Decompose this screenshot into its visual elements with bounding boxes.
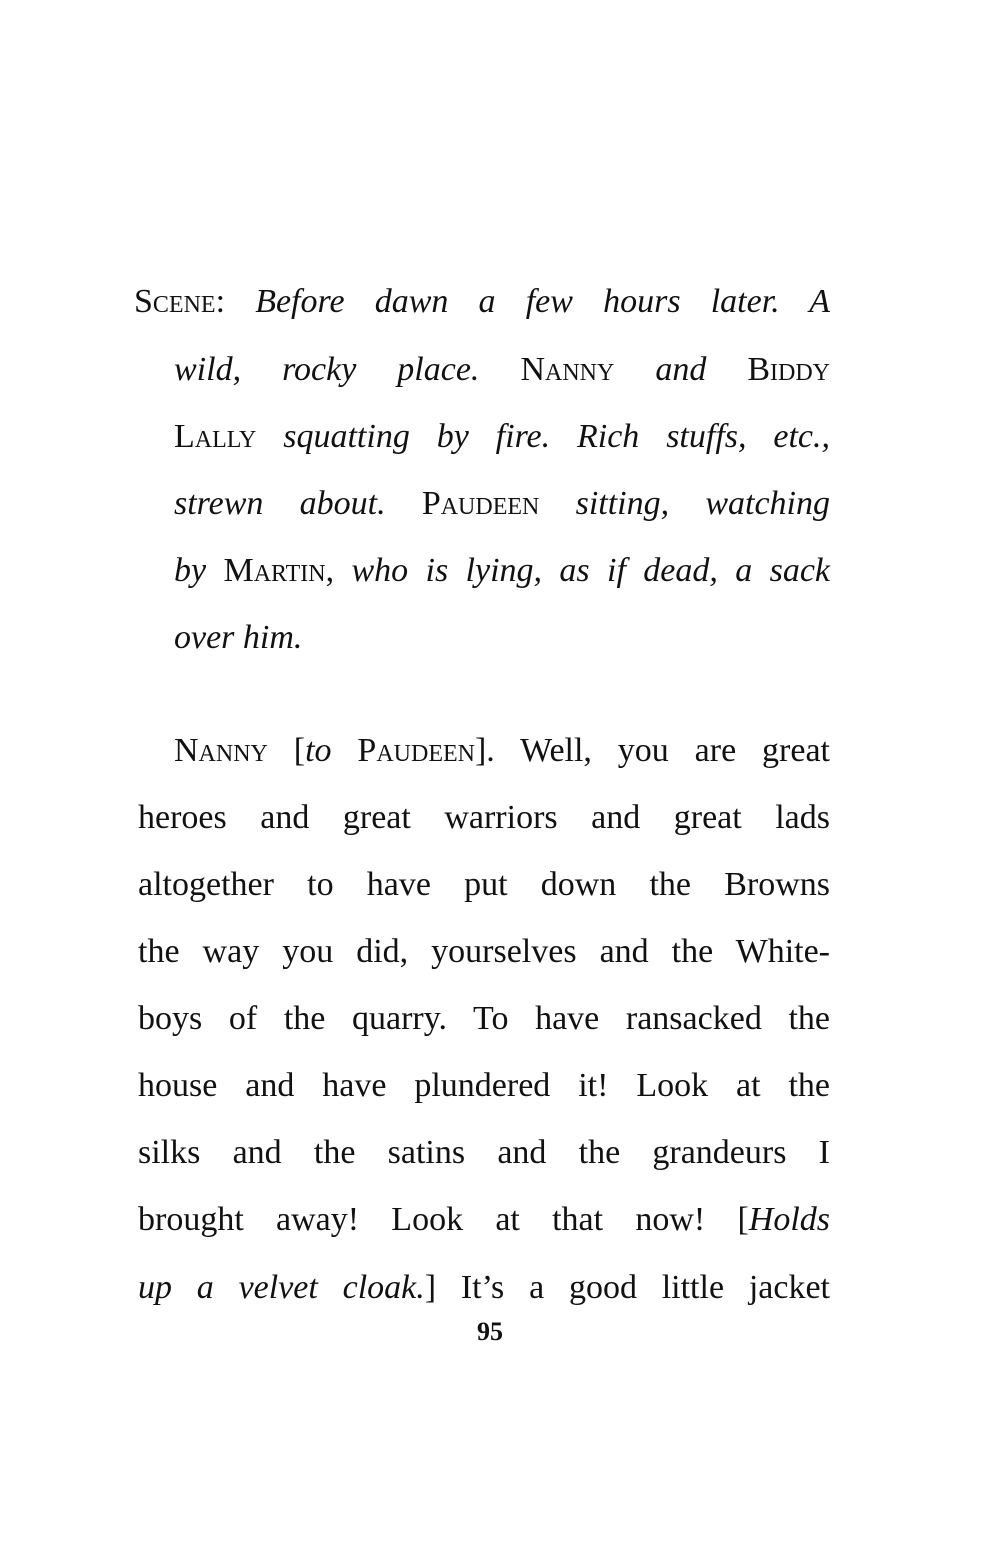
character-name-nanny: Nanny (520, 351, 615, 388)
stage-direction-text: wild, rocky place. (174, 351, 480, 388)
dialogue-line-1 (174, 731, 830, 771)
stage-direction-text: over him. (174, 619, 303, 656)
dialogue-line-8 (138, 1200, 830, 1240)
dialogue-text: Well, you are great (520, 732, 831, 769)
dialogue-line-2: heroes and great warriors and great lads (138, 799, 830, 836)
dialogue-line-3: altogether to have put down the Browns (138, 866, 830, 903)
dialogue-text: ] It’s a good little jacket (424, 1269, 830, 1306)
dialogue-line-7: silks and the satins and the grandeurs I (138, 1134, 830, 1171)
bracket-close: ]. (474, 732, 495, 769)
stage-direction-line-1 (134, 282, 830, 322)
stage-direction-text: by (174, 552, 207, 589)
page-number: 95 (477, 1317, 503, 1346)
character-name-martin: Martin, (223, 552, 335, 589)
stage-direction-text: Before dawn a few hours later. A (255, 283, 831, 320)
character-name-biddy: Biddy (747, 351, 830, 388)
bracket-open: [ (737, 1201, 749, 1238)
stage-direction-text: sitting, watching (575, 485, 830, 522)
stage-direction-line-6 (174, 618, 302, 658)
stage-direction-text: squatting by fire. Rich stuffs, etc., (283, 418, 831, 455)
direction-to: to (305, 732, 332, 769)
stage-direction-inline: Holds (748, 1201, 831, 1238)
stage-direction-line-3 (174, 417, 830, 457)
speaker-name: Nanny (174, 732, 268, 769)
dialogue-line-9 (138, 1268, 830, 1308)
stage-direction-line-5 (174, 551, 830, 591)
character-name-paudeen: Paudeen (421, 485, 540, 522)
stage-direction-inline: up a velvet cloak. (138, 1269, 425, 1306)
stage-direction-line-2 (174, 350, 830, 390)
character-name-lally: Lally (174, 418, 257, 455)
stage-direction-line-4 (174, 484, 830, 524)
stage-direction-text: and (655, 351, 707, 388)
scene-label: Scene: (134, 283, 226, 320)
bracket-open: [ (293, 732, 306, 769)
stage-direction-text: who is lying, as if dead, a sack (351, 552, 831, 589)
dialogue-line-6: house and have plundered it! Look at the (138, 1067, 830, 1104)
addressee-name: Paudeen (357, 732, 475, 769)
dialogue-text: brought away! Look at that now! (138, 1201, 706, 1238)
dialogue-line-5: boys of the quarry. To have ransacked the (138, 1000, 830, 1037)
dialogue-line-4: the way you did, yourselves and the White- (138, 933, 830, 970)
stage-direction-text: strewn about. (174, 485, 386, 522)
